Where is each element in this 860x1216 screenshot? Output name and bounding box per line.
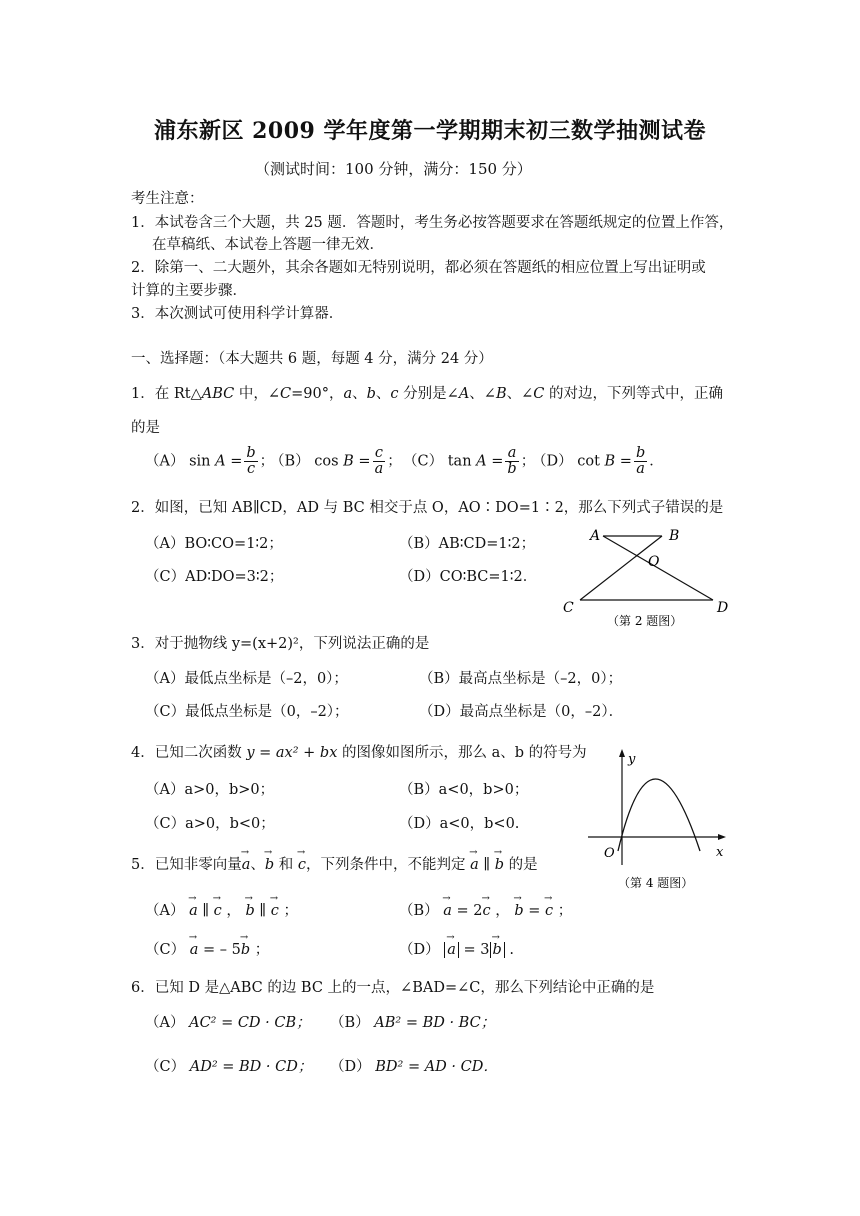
label-c: C (563, 600, 574, 616)
q5-option-b: （B） → a = 2→ c ， → b = → c ； (399, 899, 572, 920)
q6-option-b: （B） AB² = BD · BC； (330, 1015, 496, 1031)
question-1-stem-2: 的是 (131, 420, 160, 436)
q1-option-d: （D） cot B = $\frac{b}{a}$ ． (532, 445, 664, 478)
notice-line-1: 1．本试卷含三个大题，共 25 题．答题时，考生务必按答题要求在答题纸规定的位置上作答， (131, 215, 734, 231)
q5-option-c: （C） → a = – 5→ b ； (145, 938, 269, 959)
q2-option-d: （D）CO∶BC=1∶2． (399, 569, 538, 585)
q2-option-c: （C）AD∶DO=3∶2； (145, 569, 284, 585)
section-heading: 一、选择题：（本大题共 6 题，每题 4 分，满分 24 分） (131, 351, 493, 367)
q1-option-b: （B） cos B = $\frac{c}{a}$ ； (270, 445, 402, 478)
q3-option-c: （C）最低点坐标是（0，–2）； (145, 704, 349, 720)
label-a: A (590, 528, 601, 544)
notice-line-2b: 计算的主要步骤． (131, 283, 247, 299)
y-axis-arrow-icon (619, 749, 625, 757)
label-o: O (648, 554, 660, 570)
label-y: y (628, 752, 636, 767)
q2-option-b: （B）AB∶CD=1∶2； (399, 536, 536, 552)
q3-option-d: （D）最高点坐标是（0，–2）． (419, 704, 624, 720)
q5-option-d: （D） → a = 3→ b . (399, 938, 514, 959)
question-5-stem: 5．已知非零向量→ a、→ b 和 → c，下列条件中，不能判定 → a ∥ → b 的是 (131, 853, 538, 874)
page-subtitle: （测试时间：100 分钟，满分：150 分） (255, 160, 532, 178)
question-2-stem: 2．如图，已知 AB∥CD，AD 与 BC 相交于点 O，AO∶DO=1∶2，那么下列式子错误的是 (131, 500, 724, 516)
notice-line-1b: 在草稿纸、本试卷上答题一律无效． (152, 237, 384, 253)
q4-option-d: （D）a<0，b<0. (399, 816, 520, 832)
q6-option-d: （D） BD² = AD · CD． (330, 1059, 498, 1075)
q2-figure (555, 522, 745, 630)
q2-option-a: （A）BO∶CO=1∶2； (145, 536, 283, 552)
question-4-stem: 4．已知二次函数 y = ax² + bx 的图像如图所示，那么 a、b 的符号为 (131, 745, 587, 761)
question-1-stem: 1．在 Rt△ABC 中，∠C=90°，a、b、c 分别是∠A、∠B、∠C 的对边，下列等式中，正确 (131, 386, 723, 402)
q1-option-a: （A） sin A = $\frac{b}{c}$ ； (145, 445, 275, 478)
q2-figure-caption: （第 2 题图） (607, 614, 683, 628)
q5-option-a: （A） → a ∥ → c ， → b ∥ → c ； (145, 899, 298, 920)
parabola-curve (618, 779, 700, 851)
q1-option-c: （C） tan A = $\frac{a}{b}$ ； (403, 445, 536, 478)
q6-option-a: （A） AC² = CD · CB； (145, 1015, 311, 1031)
label-x: x (716, 845, 724, 860)
question-3-stem: 3．对于抛物线 y=(x+2)²，下列说法正确的是 (131, 636, 430, 652)
q4-option-c: （C）a>0，b<0； (145, 816, 275, 832)
q3-option-a: （A）最低点坐标是（–2，0）； (145, 671, 348, 687)
notice-heading: 考生注意： (131, 191, 204, 207)
label-origin: O (604, 846, 615, 861)
page-title: 浦东新区 2009 学年度第一学期期末初三数学抽测试卷 (153, 118, 707, 144)
q6-option-c: （C） AD² = BD · CD； (145, 1059, 313, 1075)
q3-option-b: （B）最高点坐标是（–2，0）； (419, 671, 623, 687)
question-6-stem: 6．已知 D 是△ABC 的边 BC 上的一点，∠BAD=∠C，那么下列结论中正确的是 (131, 980, 655, 996)
q4-figure (580, 745, 730, 893)
q4-option-b: （B）a<0，b>0； (399, 782, 529, 798)
label-d: D (717, 600, 729, 616)
label-b: B (669, 528, 680, 544)
q4-figure-caption: （第 4 题图） (618, 876, 694, 890)
notice-line-3: 3．本次测试可使用科学计算器． (131, 306, 344, 322)
q4-option-a: （A）a>0，b>0； (145, 782, 275, 798)
x-axis-arrow-icon (718, 834, 726, 840)
notice-line-2: 2．除第一、二大题外，其余各题如无特别说明，都必须在答题纸的相应位置上写出证明或 (131, 260, 706, 276)
